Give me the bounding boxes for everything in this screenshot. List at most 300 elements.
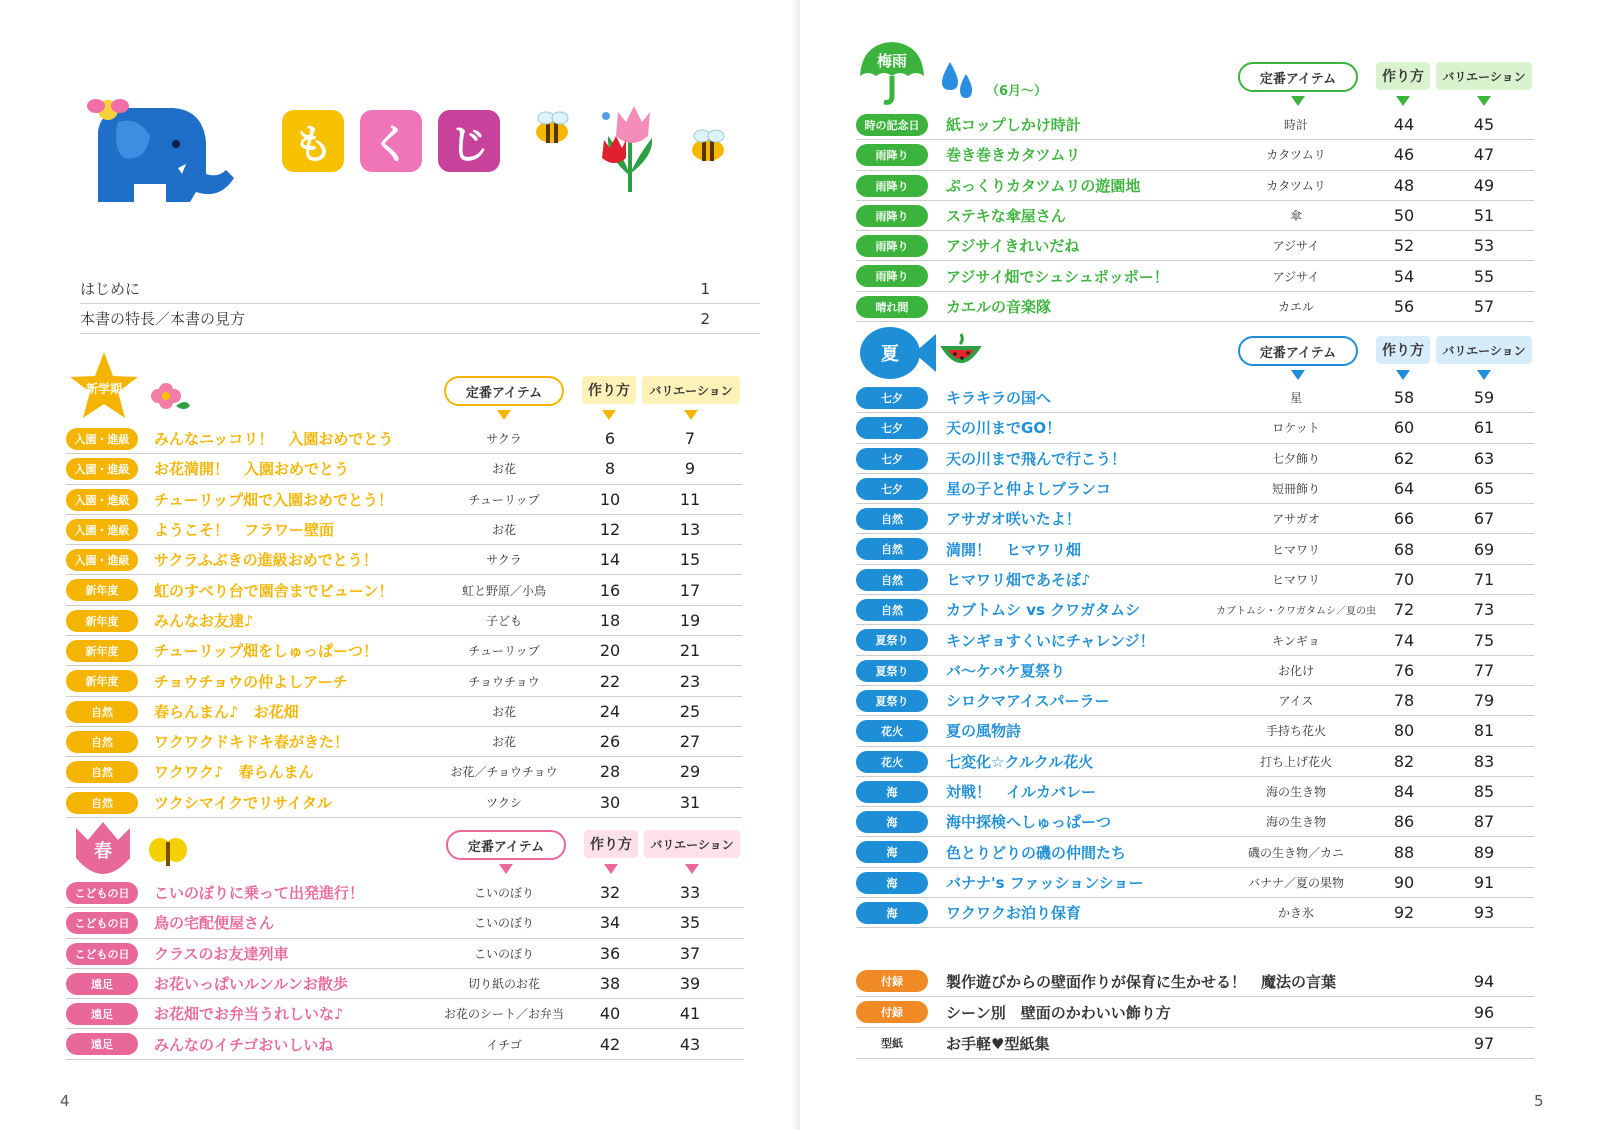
make-page-number: 36 [599, 943, 621, 963]
standard-item: 海の生き物 [1265, 815, 1326, 830]
category-tag: 入園・進級 [66, 549, 138, 571]
toc-title: 満開！ ヒマワリ畑 [946, 540, 1082, 559]
category-tag: 夏祭り [856, 690, 928, 712]
bee-illustration [526, 108, 578, 148]
column-header-item: 定番アイテム [444, 376, 564, 406]
standard-item: 時計 [1283, 118, 1308, 133]
category-tag: 雨降り [856, 175, 928, 197]
toc-row[interactable] [856, 171, 1534, 201]
category-tag: 入園・進級 [66, 519, 138, 541]
arrow-down-icon [604, 864, 618, 874]
toc-row[interactable] [856, 534, 1534, 564]
toc-title: ようこそ！ フラワー壁面 [154, 521, 335, 540]
category-tag: 自然 [66, 701, 138, 723]
standard-item: ヒマワリ [1271, 572, 1320, 587]
standard-item: 星 [1289, 391, 1302, 406]
variation-page-number: 9 [684, 459, 696, 479]
toc-row[interactable] [66, 788, 742, 818]
intro-row[interactable] [80, 304, 760, 334]
intro-row[interactable] [80, 274, 760, 304]
variation-page-number: 7 [684, 429, 696, 449]
category-tag: 入園・進級 [66, 428, 138, 450]
toc-title: 鳥の宅配便屋さん [154, 914, 275, 933]
toc-title: カブトムシ vs クワガタムシ [946, 601, 1141, 620]
toc-row[interactable] [66, 575, 742, 605]
toc-title: アジサイ畑でシュシュポッポー！ [946, 267, 1169, 286]
toc-title: みんなニッコリ！ 入園おめでとう [154, 430, 394, 449]
intro-title: 本書の特長／本書の見方 [80, 310, 246, 328]
variation-page-number: 55 [1473, 266, 1495, 286]
standard-item: こいのぼり [473, 886, 534, 901]
make-page-number: 70 [1393, 569, 1415, 589]
variation-page-number: 11 [679, 489, 701, 509]
category-tag: 花火 [856, 720, 928, 742]
variation-page-number: 15 [679, 550, 701, 570]
standard-item: チョウチョウ [468, 674, 540, 689]
toc-row[interactable] [856, 474, 1534, 504]
toc-title: 海中探検へしゅっぱーつ [946, 813, 1112, 832]
standard-item: イチゴ [486, 1037, 522, 1052]
arrow-down-icon [1396, 370, 1410, 380]
variation-page-number: 43 [679, 1034, 701, 1054]
arrow-down-icon [1291, 96, 1305, 106]
variation-page-number: 51 [1473, 206, 1495, 226]
variation-page-number: 23 [679, 671, 701, 691]
variation-page-number: 33 [679, 883, 701, 903]
standard-item: 子ども [485, 613, 522, 628]
make-page-number: 16 [599, 580, 621, 600]
standard-item: ツクシ [486, 795, 522, 810]
toc-title: 天の川まで飛んで行こう！ [946, 449, 1127, 468]
appendix-row[interactable] [856, 966, 1534, 997]
make-page-number: 58 [1393, 388, 1415, 408]
variation-page-number: 59 [1473, 388, 1495, 408]
category-tag: 新年度 [66, 579, 138, 601]
variation-page-number: 93 [1473, 903, 1495, 923]
category-tag: 入園・進級 [66, 458, 138, 480]
variation-page-number: 35 [679, 913, 701, 933]
toc-row[interactable] [856, 837, 1534, 867]
toc-title: チューリップ畑をしゅっぱーつ！ [154, 642, 378, 661]
title-kana-mo: も [282, 110, 344, 172]
make-page-number: 54 [1393, 266, 1415, 286]
column-header-variation: バリエーション [1436, 336, 1532, 364]
standard-item: バナナ／夏の果物 [1247, 875, 1344, 890]
make-page-number: 30 [599, 792, 621, 812]
category-tag: 自然 [66, 761, 138, 783]
toc-row[interactable] [66, 697, 742, 727]
standard-item: ロケット [1272, 421, 1320, 436]
section-badge-tsuyu: 梅雨 [876, 51, 907, 70]
category-tag: 七夕 [856, 448, 928, 470]
toc-title: 天の川までGO！ [946, 419, 1062, 438]
toc-row[interactable] [66, 908, 744, 938]
arrow-down-icon [1477, 370, 1491, 380]
standard-item: こいのぼり [473, 916, 534, 931]
standard-item: チューリップ [468, 492, 540, 507]
variation-page-number: 63 [1473, 448, 1495, 468]
toc-row[interactable] [66, 757, 742, 787]
category-tag: 海 [856, 811, 928, 833]
variation-page-number: 77 [1473, 660, 1495, 680]
category-tag: 雨降り [856, 144, 928, 166]
appendix-page-number: 96 [1473, 1002, 1495, 1022]
column-header-make: 作り方 [1376, 336, 1430, 364]
toc-row[interactable] [66, 485, 742, 515]
toc-row[interactable] [856, 868, 1534, 898]
toc-row[interactable] [856, 777, 1534, 807]
standard-item: お花 [491, 523, 516, 538]
arrow-down-icon [684, 410, 698, 420]
toc-row[interactable] [856, 747, 1534, 777]
arrow-down-icon [499, 864, 513, 874]
standard-item: カエル [1277, 299, 1314, 314]
make-page-number: 66 [1393, 509, 1415, 529]
variation-page-number: 87 [1473, 812, 1495, 832]
toc-row[interactable] [856, 292, 1534, 322]
category-tag: 自然 [66, 731, 138, 753]
category-tag: こどもの日 [66, 882, 138, 904]
make-page-number: 80 [1393, 721, 1415, 741]
category-tag: 夏祭り [856, 629, 928, 651]
make-page-number: 18 [599, 610, 621, 630]
category-tag: 海 [856, 781, 928, 803]
toc-title: 七変化☆クルクル花火 [946, 752, 1094, 771]
appendix-tag: 付録 [856, 1001, 928, 1023]
standard-item: カブトムシ・クワガタムシ／夏の虫 [1216, 606, 1376, 618]
make-page-number: 90 [1393, 872, 1415, 892]
variation-page-number: 83 [1473, 751, 1495, 771]
standard-item: キンギョ [1272, 633, 1320, 648]
variation-page-number: 69 [1473, 539, 1495, 559]
bee-illustration-2 [682, 126, 734, 166]
category-tag: 夏祭り [856, 660, 928, 682]
standard-item: お花／チョウチョウ [450, 765, 558, 780]
right-page [800, 0, 1600, 1130]
toc-title: ワクワクドキドキ春がきた！ [154, 733, 350, 752]
title-kana-ji: じ [438, 110, 500, 172]
section-badge-haru: 春 [94, 841, 112, 862]
category-tag: 晴れ間 [856, 296, 928, 318]
category-tag: 遠足 [66, 973, 138, 995]
toc-row[interactable] [66, 1029, 744, 1059]
make-page-number: 74 [1393, 630, 1415, 650]
standard-item: アサガオ [1272, 512, 1320, 527]
intro-page: 1 [700, 279, 710, 298]
page-number: 4 [60, 1092, 70, 1110]
category-tag: 自然 [66, 792, 138, 814]
appendix-title: シーン別 壁面のかわいい飾り方 [946, 1003, 1171, 1022]
column-header-variation: バリエーション [644, 830, 740, 858]
standard-item: お花 [491, 462, 516, 477]
toc-title: 色とりどりの磯の仲間たち [946, 843, 1127, 862]
category-tag: 雨降り [856, 205, 928, 227]
variation-page-number: 17 [679, 580, 701, 600]
toc-row[interactable] [856, 898, 1534, 928]
make-page-number: 92 [1393, 903, 1415, 923]
variation-page-number: 37 [679, 943, 701, 963]
variation-page-number: 21 [679, 641, 701, 661]
toc-title: 夏の風物詩 [946, 722, 1022, 741]
toc-title: 星の子と仲よしブランコ [946, 480, 1112, 499]
variation-page-number: 81 [1473, 721, 1495, 741]
category-tag: 自然 [856, 569, 928, 591]
column-header-item: 定番アイテム [1238, 336, 1358, 366]
standard-item: ヒマワリ [1271, 542, 1320, 557]
arrow-down-icon [1477, 96, 1491, 106]
toc-row[interactable] [66, 999, 744, 1029]
category-tag: 自然 [856, 508, 928, 530]
appendix-page-number: 97 [1473, 1033, 1495, 1053]
toc-title: クラスのお友達列車 [154, 944, 289, 963]
section-rows-tsuyu [856, 110, 1534, 322]
make-page-number: 24 [599, 701, 621, 721]
category-tag: 自然 [856, 538, 928, 560]
toc-title: お花満開！ 入園おめでとう [154, 460, 350, 479]
make-page-number: 60 [1393, 418, 1415, 438]
make-page-number: 68 [1393, 539, 1415, 559]
standard-item: サクラ [486, 432, 522, 447]
variation-page-number: 65 [1473, 479, 1495, 499]
category-tag: 入園・進級 [66, 489, 138, 511]
toc-row[interactable] [856, 716, 1534, 746]
make-page-number: 46 [1393, 145, 1415, 165]
appendix-rows [856, 966, 1534, 1059]
toc-title: 紙コップしかけ時計 [946, 116, 1081, 135]
make-page-number: 40 [599, 1004, 621, 1024]
standard-item: かき氷 [1277, 906, 1314, 921]
toc-title: キンギョすくいにチャレンジ！ [946, 631, 1155, 650]
page-number: 5 [1534, 1092, 1544, 1110]
toc-row[interactable] [856, 807, 1534, 837]
make-page-number: 62 [1393, 448, 1415, 468]
column-header-make: 作り方 [1376, 62, 1430, 90]
variation-page-number: 71 [1473, 569, 1495, 589]
toc-row[interactable] [66, 878, 744, 908]
toc-row[interactable] [856, 656, 1534, 686]
category-tag: こどもの日 [66, 943, 138, 965]
toc-title: チューリップ畑で入園おめでとう！ [154, 490, 393, 509]
standard-item: 七夕飾り [1271, 451, 1320, 466]
toc-row[interactable] [856, 625, 1534, 655]
appendix-row[interactable] [856, 997, 1534, 1028]
toc-row[interactable] [66, 545, 742, 575]
variation-page-number: 53 [1473, 236, 1495, 256]
toc-title: みんなお友達♪ [154, 611, 254, 630]
variation-page-number: 89 [1473, 842, 1495, 862]
toc-row[interactable] [856, 595, 1534, 625]
standard-item: 磯の生き物／カニ [1247, 845, 1344, 860]
make-page-number: 8 [604, 459, 616, 479]
watermelon-icon [940, 330, 982, 372]
variation-page-number: 29 [679, 762, 701, 782]
arrow-down-icon [1291, 370, 1305, 380]
make-page-number: 82 [1393, 751, 1415, 771]
make-page-number: 42 [599, 1034, 621, 1054]
arrow-down-icon [685, 864, 699, 874]
toc-row[interactable] [856, 565, 1534, 595]
standard-item: 打ち上げ花火 [1259, 754, 1332, 769]
appendix-tag: 付録 [856, 970, 928, 992]
variation-page-number: 75 [1473, 630, 1495, 650]
toc-title: アサガオ咲いたよ！ [946, 510, 1081, 529]
make-page-number: 86 [1393, 812, 1415, 832]
variation-page-number: 61 [1473, 418, 1495, 438]
toc-title: 巻き巻きカタツムリ [946, 146, 1081, 165]
make-page-number: 6 [604, 429, 616, 449]
toc-row[interactable] [66, 606, 742, 636]
toc-row[interactable] [856, 231, 1534, 261]
make-page-number: 44 [1393, 115, 1415, 135]
toc-row[interactable] [66, 939, 744, 969]
category-tag: 海 [856, 841, 928, 863]
make-page-number: 10 [599, 489, 621, 509]
section-badge-natsu: 夏 [881, 344, 899, 365]
appendix-tag: 型紙 [881, 1037, 903, 1050]
standard-item: 切り紙のお花 [467, 977, 540, 992]
toc-row[interactable] [856, 110, 1534, 140]
category-tag: 花火 [856, 751, 928, 773]
variation-page-number: 41 [679, 1004, 701, 1024]
toc-title: チョウチョウの仲よしアーチ [154, 672, 348, 691]
standard-item: 傘 [1289, 209, 1302, 224]
raindrop-icon [940, 60, 976, 102]
make-page-number: 78 [1393, 691, 1415, 711]
toc-title: アジサイきれいだね [946, 237, 1080, 256]
toc-row[interactable] [66, 666, 742, 696]
make-page-number: 22 [599, 671, 621, 691]
toc-row[interactable] [66, 515, 742, 545]
toc-row[interactable] [66, 636, 742, 666]
standard-item: こいのぼり [473, 946, 534, 961]
standard-item: お花のシート／お弁当 [443, 1007, 564, 1022]
standard-item: カタツムリ [1266, 178, 1326, 193]
category-tag: こどもの日 [66, 912, 138, 934]
variation-page-number: 85 [1473, 782, 1495, 801]
toc-row[interactable] [856, 444, 1534, 474]
category-tag: 雨降り [856, 235, 928, 257]
arrow-down-icon [497, 410, 511, 420]
make-page-number: 84 [1393, 782, 1415, 801]
toc-title: ワクワクお泊り保育 [946, 904, 1082, 923]
variation-page-number: 19 [679, 610, 701, 630]
toc-row[interactable] [66, 969, 744, 999]
toc-title: 春らんまん♪ お花畑 [154, 702, 299, 721]
make-page-number: 88 [1393, 842, 1415, 862]
variation-page-number: 13 [679, 520, 701, 540]
intro-title: はじめに [80, 280, 141, 298]
standard-item: サクラ [486, 553, 522, 568]
appendix-page-number: 94 [1473, 971, 1495, 991]
standard-item: 短冊飾り [1271, 482, 1320, 497]
variation-page-number: 47 [1473, 145, 1495, 165]
standard-item: 海の生き物 [1265, 785, 1326, 799]
make-page-number: 12 [599, 520, 621, 540]
make-page-number: 72 [1393, 600, 1415, 620]
elephant-illustration [78, 92, 238, 210]
toc-row[interactable] [66, 424, 742, 454]
tulip-illustration [596, 96, 666, 192]
make-page-number: 76 [1393, 660, 1415, 680]
category-tag: 雨降り [856, 265, 928, 287]
toc-title: お花畑でお弁当うれしいな♪ [154, 1005, 344, 1024]
standard-item: お花 [491, 704, 516, 719]
column-header-item: 定番アイテム [1238, 62, 1358, 92]
make-page-number: 38 [599, 974, 621, 994]
toc-row[interactable] [856, 504, 1534, 534]
appendix-title: お手軽♥型紙集 [946, 1034, 1050, 1053]
toc-title: シロクマアイスパーラー [946, 692, 1110, 711]
variation-page-number: 39 [679, 974, 701, 994]
toc-title: みんなのイチゴおいしいね [154, 1035, 334, 1054]
standard-item: 手持ち花火 [1265, 724, 1326, 739]
category-tag: 七夕 [856, 387, 928, 409]
make-page-number: 34 [599, 913, 621, 933]
make-page-number: 50 [1393, 206, 1415, 226]
flower-icon [146, 376, 192, 412]
arrow-down-icon [1396, 96, 1410, 106]
toc-title: お花いっぱいルンルンお散歩 [154, 975, 348, 994]
appendix-row[interactable] [856, 1028, 1534, 1059]
category-tag: 新年度 [66, 670, 138, 692]
arrow-down-icon [602, 410, 616, 420]
make-page-number: 26 [599, 732, 621, 752]
make-page-number: 64 [1393, 479, 1415, 499]
section-badge-shingakki: 新学期 [85, 381, 122, 396]
toc-title: キラキラの国へ [946, 389, 1052, 408]
appendix-title: 製作遊びからの壁面作りが保育に生かせる！ 魔法の言葉 [946, 972, 1337, 991]
variation-page-number: 57 [1473, 296, 1495, 316]
toc-title: サクラふぶきの進級おめでとう！ [154, 551, 378, 570]
standard-item: チューリップ [468, 644, 540, 659]
toc-row[interactable] [66, 727, 742, 757]
toc-title: 虹のすべり台で園舎までビューン！ [154, 581, 394, 600]
butterfly-icon [146, 836, 196, 872]
standard-item: お化け [1277, 663, 1314, 678]
section-rows-haru [66, 878, 744, 1060]
toc-title: バ～ケバケ夏祭り [946, 661, 1066, 680]
toc-row[interactable] [856, 140, 1534, 170]
variation-page-number: 73 [1473, 600, 1495, 620]
variation-page-number: 27 [679, 732, 701, 752]
category-tag: 海 [856, 872, 928, 894]
column-header-make: 作り方 [584, 830, 638, 858]
standard-item: アジサイ [1272, 269, 1320, 284]
toc-row[interactable] [66, 454, 742, 484]
standard-item: お花 [491, 735, 516, 750]
make-page-number: 20 [599, 641, 621, 661]
toc-row[interactable] [856, 686, 1534, 716]
toc-row[interactable] [856, 413, 1534, 443]
title-kana-ku: く [360, 110, 422, 172]
toc-title: バナナ's ファッションショー [946, 873, 1144, 892]
toc-row[interactable] [856, 261, 1534, 291]
standard-item: アイス [1278, 694, 1314, 709]
toc-row[interactable] [856, 201, 1534, 231]
section-rows-natsu [856, 383, 1534, 928]
column-header-item: 定番アイテム [446, 830, 566, 860]
variation-page-number: 25 [679, 701, 701, 721]
variation-page-number: 45 [1473, 115, 1495, 135]
standard-item: 虹と野原／小鳥 [461, 583, 546, 598]
toc-row[interactable] [856, 383, 1534, 413]
toc-title: こいのぼりに乗って出発進行！ [154, 884, 365, 903]
make-page-number: 28 [599, 762, 621, 782]
variation-page-number: 49 [1473, 175, 1495, 195]
toc-title: ぷっくりカタツムリの遊園地 [946, 176, 1141, 195]
column-header-make: 作り方 [582, 376, 636, 404]
category-tag: 時の記念日 [856, 114, 928, 136]
